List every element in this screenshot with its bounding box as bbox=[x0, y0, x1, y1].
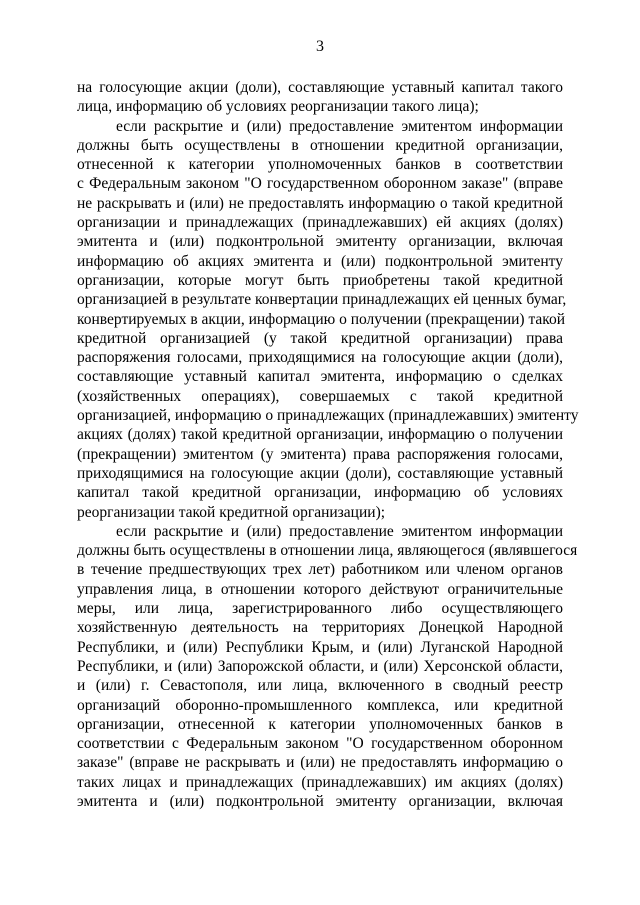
text-line: реорганизации такой кредитной организации); bbox=[77, 503, 386, 521]
body-text bbox=[77, 78, 579, 811]
text-line: организацией в результате конвертации принадлежащих ей ценных бумаг, bbox=[77, 291, 567, 309]
text-line: эмитента и (или) подконтрольной эмитенту организации, включая bbox=[77, 792, 563, 810]
text-line: (хозяйственных операциях), совершаемых с такой кредитной bbox=[77, 387, 563, 405]
text-line: Республики, и (или) Республики Крым, и (или) Луганской Народной bbox=[77, 638, 563, 656]
text-line: составляющие уставный капитал эмитента, информацию о сделках bbox=[77, 368, 563, 386]
text-line: на голосующие акции (доли), составляющие уставный капитал такого bbox=[77, 79, 563, 96]
text-line: заказе" (вправе не раскрывать и (или) не предоставлять информацию о bbox=[77, 754, 563, 772]
text-line: организации, отнесенной к категории уполномоченных банков в bbox=[77, 715, 563, 733]
text-line: если раскрытие и (или) предоставление эмитентом информации bbox=[116, 522, 563, 540]
text-line: отнесенной к категории уполномоченных банков в соответствии bbox=[77, 156, 563, 174]
text-line: в течение предшествующих трех лет) работником или членом органов bbox=[77, 561, 563, 579]
text-line: капитал такой кредитной организации, информацию об условиях bbox=[77, 484, 563, 502]
text-line: организации и принадлежащих (принадлежавших) ей акциях (долях) bbox=[77, 214, 563, 232]
text-line: таких лицах и принадлежащих (принадлежавших) им акциях (долях) bbox=[77, 773, 563, 791]
text-line: должны быть осуществлены в отношении лица, являющегося (являвшегося bbox=[77, 542, 578, 560]
text-line: (прекращении) эмитентом (у эмитента) права распоряжения голосами, bbox=[77, 445, 563, 463]
text-line: кредитной организацией (у такой кредитной организации) права bbox=[77, 329, 563, 347]
text-line: соответствии с Федеральным законом "О государственном оборонном bbox=[77, 735, 563, 753]
text-line: распоряжения голосами, приходящимися на голосующие акции (доли), bbox=[77, 349, 563, 367]
text-line: акциях (долях) такой кредитной организации, информацию о получении bbox=[77, 426, 563, 444]
text-line: организации, которые могут быть приобретены такой кредитной bbox=[77, 271, 563, 289]
text-line: информацию об акциях эмитента и (или) подконтрольной эмитенту bbox=[77, 252, 563, 270]
text-line: меры, или лица, зарегистрированного либо осуществляющего bbox=[77, 600, 563, 618]
text-line: организацией, информацию о принадлежащих (принадлежавших) эмитенту bbox=[77, 407, 579, 425]
text-line: и (или) г. Севастополя, или лица, включенного в сводный реестр bbox=[77, 677, 563, 695]
text-line: конвертируемых в акции, информацию о получении (прекращении) такой bbox=[77, 310, 566, 328]
text-line: не раскрывать и (или) не предоставлять информацию о такой кредитной bbox=[77, 194, 563, 212]
text-line: с Федеральным законом "О государственном оборонном заказе" (вправе bbox=[77, 175, 563, 193]
text-line: организаций оборонно-промышленного комплекса, или кредитной bbox=[77, 696, 563, 714]
text-line: лица, информацию об условиях реорганизации такого лица); bbox=[77, 98, 479, 116]
text-line: должны быть осуществлены в отношении кредитной организации, bbox=[77, 136, 563, 154]
text-line: управления лица, в отношении которого действуют ограничительные bbox=[77, 580, 563, 598]
text-line: если раскрытие и (или) предоставление эмитентом информации bbox=[116, 117, 563, 135]
text-line: хозяйственную деятельность на территориях Донецкой Народной bbox=[77, 619, 563, 637]
text-line: Республики, и (или) Запорожской области, и (или) Херсонской области, bbox=[77, 657, 563, 675]
text-line: эмитента и (или) подконтрольной эмитенту организации, включая bbox=[77, 233, 563, 251]
text-line: приходящимися на голосующие акции (доли), составляющие уставный bbox=[77, 464, 563, 482]
page-number: 3 bbox=[316, 38, 324, 55]
